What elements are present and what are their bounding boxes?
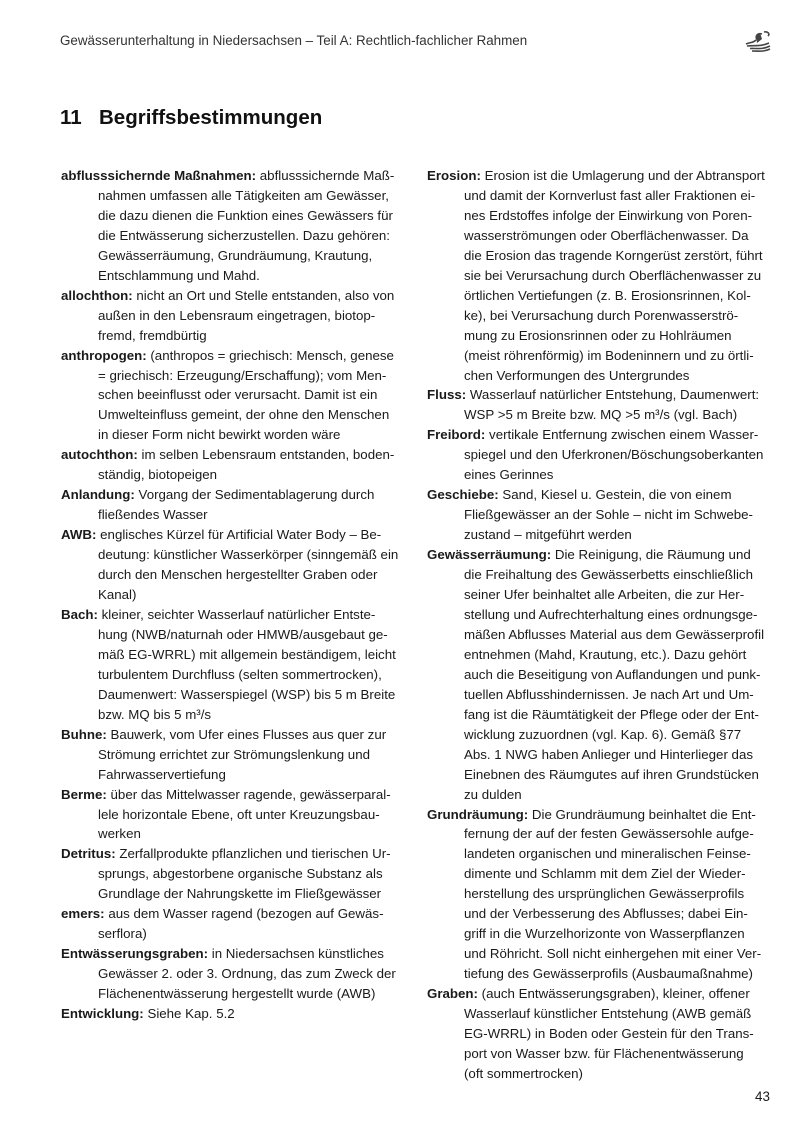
definition-entry (61, 944, 411, 1004)
definition-first-line (61, 445, 411, 465)
chapter-heading (60, 106, 322, 130)
definition-text: wasserströmungen oder Oberflächenwasser. Da (464, 227, 749, 243)
definition-text: Entschlammung und Mahd. (98, 267, 260, 283)
definition-line (427, 306, 777, 326)
definition-entry (61, 785, 411, 845)
definition-first-line (61, 525, 411, 545)
definition-line (427, 565, 777, 585)
definition-text: mäßen Abflusses Material aus dem Gewässerprofil (464, 626, 765, 642)
definition-line (61, 805, 411, 825)
chapter-title: Begriffsbestimmungen (99, 106, 323, 129)
definition-line (61, 425, 411, 445)
definition-term: Anlandung: (61, 487, 135, 503)
definition-line (61, 385, 411, 405)
definition-text: aus dem Wasser ragend (bezogen auf Gewäs- (104, 906, 384, 922)
definition-entry (61, 904, 411, 944)
definition-line (61, 405, 411, 425)
definition-text: Einebnen des Räumgutes auf ihren Grundstücken (464, 766, 759, 782)
definition-text: abflusssichernde Maß- (256, 168, 395, 183)
definition-text: durch den Menschen hergestellter Graben oder (98, 567, 378, 583)
definition-text: ständig, biotopeigen (98, 467, 218, 483)
definition-line (61, 565, 411, 585)
definition-text: über das Mittelwasser ragende, gewässerparal- (106, 786, 391, 802)
definitions-right-column (427, 166, 777, 1084)
definitions-left-column (61, 166, 411, 1024)
definition-text: (meist röhrenförmig) im Bodeninnern und zu örtli- (464, 347, 754, 363)
definition-line (427, 246, 777, 266)
definition-text: (anthropos = griechisch: Mensch, genese (146, 347, 394, 363)
wave-hand-logo-icon (742, 30, 772, 54)
definition-line (61, 246, 411, 266)
definition-term: anthropogen: (61, 347, 147, 363)
definition-line (61, 206, 411, 226)
definition-term: Erosion: (427, 168, 481, 183)
definition-line (61, 645, 411, 665)
definition-text: eines Gerinnes (464, 467, 554, 483)
definition-entry (61, 1004, 411, 1024)
definition-first-line (427, 166, 777, 186)
definition-text: = griechisch: Erzeugung/Erschaffung); vom Men- (98, 367, 387, 383)
definition-entry (427, 166, 777, 385)
definition-first-line (61, 725, 411, 745)
definition-text: Die Reinigung, die Räumung und (551, 547, 751, 563)
definition-first-line (61, 485, 411, 505)
definition-text: zustand – mitgeführt werden (464, 527, 632, 543)
definition-line (61, 226, 411, 246)
definition-line (427, 785, 777, 805)
definition-text: (oft sommertrocken) (464, 1065, 583, 1081)
definition-text: und Röhricht. Soll nicht einhergehen mit einer Ver- (464, 946, 762, 962)
definition-text: Wasserlauf künstlicher Entstehung (AWB gemäß (464, 1006, 752, 1022)
running-header: Gewässerunterhaltung in Niedersachsen – Teil A: Rechtlich-fachlicher Rahmen (60, 33, 528, 48)
definition-text: englisches Kürzel für Artificial Water Body – Be- (96, 527, 382, 543)
definition-entry (427, 545, 777, 804)
definition-first-line (61, 346, 411, 366)
definition-line (427, 1024, 777, 1044)
definition-text: örtlichen Vertiefungen (z. B. Erosionsrinnen, Kol- (464, 287, 751, 303)
definition-text: Strömung errichtet zur Strömungslenkung und (98, 746, 370, 762)
definition-line (427, 964, 777, 984)
chapter-number: 11 (60, 106, 82, 129)
definition-text: und damit der Kornverlust fast aller Fraktionen ei- (464, 187, 756, 203)
definition-text: kleiner, seichter Wasserlauf natürlicher Entste- (97, 606, 376, 622)
definition-text: turbulentem Durchfluss (selten sommertrocken), (98, 666, 382, 682)
definition-term: Berme: (61, 786, 107, 802)
definition-term: Entwicklung: (61, 1006, 144, 1022)
definition-text: hung (NWB/naturnah oder HMWB/ausgebaut ge- (98, 626, 388, 642)
definition-text: Gewässerräumung, Grundräumung, Krautung, (98, 247, 373, 263)
definition-text: schen beeinflusst oder verursacht. Damit ist ein (98, 387, 378, 403)
definition-line (427, 445, 777, 465)
definition-line (61, 326, 411, 346)
definition-line (427, 665, 777, 685)
definition-text: Gewässer 2. oder 3. Ordnung, das zum Zweck der (98, 966, 396, 982)
definition-line (427, 405, 777, 425)
definition-text: Abs. 1 NWG haben Anlieger und Hinterlieger das (464, 746, 753, 762)
definition-line (61, 186, 411, 206)
definition-entry (427, 485, 777, 545)
definition-entry (427, 385, 777, 425)
definition-line (427, 944, 777, 964)
definition-text: (auch Entwässerungsgraben), kleiner, offener (477, 986, 750, 1002)
definition-term: Gewässerräumung: (427, 547, 552, 563)
definition-text: lele horizontale Ebene, oft unter Kreuzungsbau- (98, 806, 380, 822)
definition-text: entnehmen (Mahd, Krautung, etc.). Dazu gehört (464, 646, 747, 662)
definition-term: AWB: (61, 527, 97, 543)
definition-text: spiegel und den Uferkronen/Böschungsoberkanten (464, 447, 764, 463)
definition-entry (61, 286, 411, 346)
definition-line (61, 824, 411, 844)
definition-line (61, 765, 411, 785)
definition-text: mäß EG-WRRL) mit allgemein beständigem, leicht (98, 646, 396, 662)
definition-text: Sand, Kiesel u. Gestein, die von einem (498, 487, 732, 503)
definition-first-line (61, 785, 411, 805)
page-number: 43 (755, 1089, 770, 1104)
definition-text: seiner Ufer beinhaltet alle Arbeiten, die zur Her- (464, 587, 745, 603)
definition-line (427, 844, 777, 864)
definition-text: Umwelteinfluss gemeint, der ohne den Menschen (98, 407, 390, 423)
definition-line (61, 505, 411, 525)
definition-line (427, 904, 777, 924)
definition-text: Fahrwasservertiefung (98, 766, 226, 782)
definition-term: Buhne: (61, 726, 107, 742)
definition-line (427, 625, 777, 645)
definition-entry (427, 984, 777, 1084)
definition-entry (61, 725, 411, 785)
definition-line (427, 725, 777, 745)
definition-text: Erosion ist die Umlagerung und der Abtransport (480, 168, 765, 183)
definition-text: auch die Beseitigung von Auflandungen und punk- (464, 666, 761, 682)
definition-first-line (61, 286, 411, 306)
definition-text: Bauwerk, vom Ufer eines Flusses aus quer zur (106, 726, 387, 742)
definition-text: nahmen umfassen alle Tätigkeiten am Gewässer, (98, 187, 389, 203)
definition-term: Fluss: (427, 387, 467, 403)
definition-term: Grundräumung: (427, 806, 529, 822)
definition-text: Grundlage der Nahrungskette im Fließgewässer (98, 886, 382, 902)
definition-line (61, 665, 411, 685)
definition-text: die dazu dienen die Funktion eines Gewässers für (98, 207, 393, 223)
definition-text: WSP >5 m Breite bzw. MQ >5 m³/s (vgl. Bach) (464, 407, 738, 423)
definition-text: dimente und Schlamm mit dem Ziel der Wieder- (464, 866, 746, 882)
definition-text: fang ist die Räumtätigkeit der Pflege oder der Ent- (464, 706, 759, 722)
definition-first-line (61, 844, 411, 864)
definition-line (427, 924, 777, 944)
definition-line (61, 625, 411, 645)
definition-text: stellung und Aufrechterhaltung eines ordnungsge- (464, 606, 758, 622)
definition-entry (61, 166, 411, 286)
definition-term: autochthon: (61, 447, 138, 463)
definition-line (427, 226, 777, 246)
definition-text: fließendes Wasser (98, 507, 208, 523)
definition-first-line (427, 425, 777, 445)
definition-text: in Niedersachsen künstliches (208, 946, 384, 962)
definition-line (427, 1044, 777, 1064)
definition-line (427, 605, 777, 625)
definition-first-line (427, 485, 777, 505)
definition-line (61, 465, 411, 485)
definition-text: bzw. MQ bis 5 m³/s (98, 706, 212, 722)
definition-text: herstellung des ursprünglichen Gewässerprofils (464, 886, 745, 902)
definition-line (61, 884, 411, 904)
definition-text: Siehe Kap. 5.2 (143, 1006, 235, 1022)
definition-line (61, 366, 411, 386)
definition-line (427, 206, 777, 226)
definition-text: wicklung zuzuordnen (vgl. Kap. 6). Gemäß §77 (464, 726, 742, 742)
definition-line (61, 864, 411, 884)
definition-entry (427, 425, 777, 485)
definition-first-line (61, 605, 411, 625)
definition-text: Zerfallprodukte pflanzlichen und tierischen Ur- (115, 846, 391, 862)
definition-line (61, 545, 411, 565)
definition-text: tiefung des Gewässerprofils (Ausbaumaßnahme) (464, 966, 753, 982)
definition-line (427, 645, 777, 665)
definition-term: abflusssichernde Maßnahmen: (61, 168, 257, 183)
definition-text: in dieser Form nicht bewirkt worden wäre (98, 427, 341, 443)
definition-term: Detritus: (61, 846, 116, 862)
definition-first-line (61, 944, 411, 964)
definition-line (427, 1064, 777, 1084)
definition-line (427, 286, 777, 306)
definition-line (61, 306, 411, 326)
definition-text: Flächenentwässerung hergestellt wurde (AWB) (98, 986, 376, 1002)
definition-entry (61, 485, 411, 525)
definition-line (427, 824, 777, 844)
definition-line (61, 745, 411, 765)
definition-term: Entwässerungsgraben: (61, 946, 209, 962)
definition-term: Bach: (61, 606, 98, 622)
definition-line (427, 266, 777, 286)
definition-term: Graben: (427, 986, 478, 1002)
definition-text: port von Wasser bzw. für Flächenentwässerung (464, 1045, 744, 1061)
definition-entry (61, 844, 411, 904)
definition-text: Kanal) (98, 587, 137, 603)
definition-text: im selben Lebensraum entstanden, boden- (137, 447, 395, 463)
definition-text: Fließgewässer an der Sohle – nicht im Schwebe- (464, 507, 753, 523)
definition-text: tuellen Abflusshindernissen. Je nach Art und Um- (464, 686, 754, 702)
definition-text: Die Grundräumung beinhaltet die Ent- (528, 806, 756, 822)
definition-text: Daumenwert: Wasserspiegel (WSP) bis 5 m Breite (98, 686, 396, 702)
definition-line (427, 366, 777, 386)
definition-text: die Freihaltung des Gewässerbetts einschließlich (464, 567, 753, 583)
definition-term: allochthon: (61, 287, 133, 303)
definition-line (61, 984, 411, 1004)
definition-line (427, 884, 777, 904)
definition-line (61, 705, 411, 725)
definition-line (427, 864, 777, 884)
definition-text: und der Verbesserung des Abflusses; dabei Ein- (464, 906, 748, 922)
definition-line (61, 585, 411, 605)
definition-text: Wasserlauf natürlicher Entstehung, Daumenwert: (466, 387, 760, 403)
definition-text: sie bei Verursachung durch Oberflächenwasser zu (464, 267, 762, 283)
definition-first-line (427, 984, 777, 1004)
definition-line (427, 505, 777, 525)
definition-text: die Erosion das tragende Korngerüst zerstört, führt (464, 247, 763, 263)
definition-text: nicht an Ort und Stelle entstanden, also von (132, 287, 395, 303)
definition-first-line (61, 166, 411, 186)
definition-line (61, 964, 411, 984)
definition-line (427, 705, 777, 725)
definition-first-line (61, 1004, 411, 1024)
definition-line (61, 685, 411, 705)
definition-line (427, 745, 777, 765)
definition-text: vertikale Entfernung zwischen einem Wasser- (485, 427, 759, 443)
definition-text: sprungs, abgestorbene organische Substanz als (98, 866, 383, 882)
definition-text: landeten organischen und mineralischen Feinse- (464, 846, 751, 862)
definition-text: Vorgang der Sedimentablagerung durch (134, 487, 375, 503)
definition-text: ke), bei Verursachung durch Porenwasserströ- (464, 307, 739, 323)
definition-line (427, 186, 777, 206)
definition-entry (427, 805, 777, 985)
definition-text: fremd, fremdbürtig (98, 327, 207, 343)
definition-entry (61, 445, 411, 485)
definition-term: Freibord: (427, 427, 486, 443)
definition-term: Geschiebe: (427, 487, 499, 503)
definition-first-line (427, 805, 777, 825)
definition-term: emers: (61, 906, 105, 922)
definition-first-line (427, 385, 777, 405)
definition-line (427, 685, 777, 705)
definition-line (427, 465, 777, 485)
definition-line (61, 924, 411, 944)
definition-entry (61, 346, 411, 446)
definition-text: deutung: künstlicher Wasserkörper (sinngemäß ein (98, 547, 399, 563)
definition-line (61, 266, 411, 286)
definition-text: die Entwässerung sicherzustellen. Dazu gehören: (98, 227, 390, 243)
definition-text: fernung der auf der festen Gewässersohle aufge- (464, 826, 754, 842)
definition-line (427, 585, 777, 605)
definition-text: werken (98, 826, 141, 842)
definition-text: chen Verformungen des Untergrundes (464, 367, 690, 383)
definition-text: zu dulden (464, 786, 522, 802)
definition-first-line (61, 904, 411, 924)
definition-first-line (427, 545, 777, 565)
definition-line (427, 525, 777, 545)
definition-text: EG-WRRL) in Boden oder Gestein für den Trans- (464, 1025, 754, 1041)
definition-entry (61, 525, 411, 605)
definition-entry (61, 605, 411, 725)
definition-text: außen in den Lebensraum eingetragen, biotop- (98, 307, 376, 323)
definition-text: mung zu Erosionsrinnen oder zu Hohlräumen (464, 327, 732, 343)
definition-line (427, 326, 777, 346)
definition-line (427, 765, 777, 785)
definition-line (427, 346, 777, 366)
definition-text: serflora) (98, 926, 147, 942)
definition-text: griff in die Wurzelhorizonte von Wasserpflanzen (464, 926, 745, 942)
definition-text: nes Erdstoffes infolge der Einwirkung von Poren- (464, 207, 753, 223)
definition-line (427, 1004, 777, 1024)
